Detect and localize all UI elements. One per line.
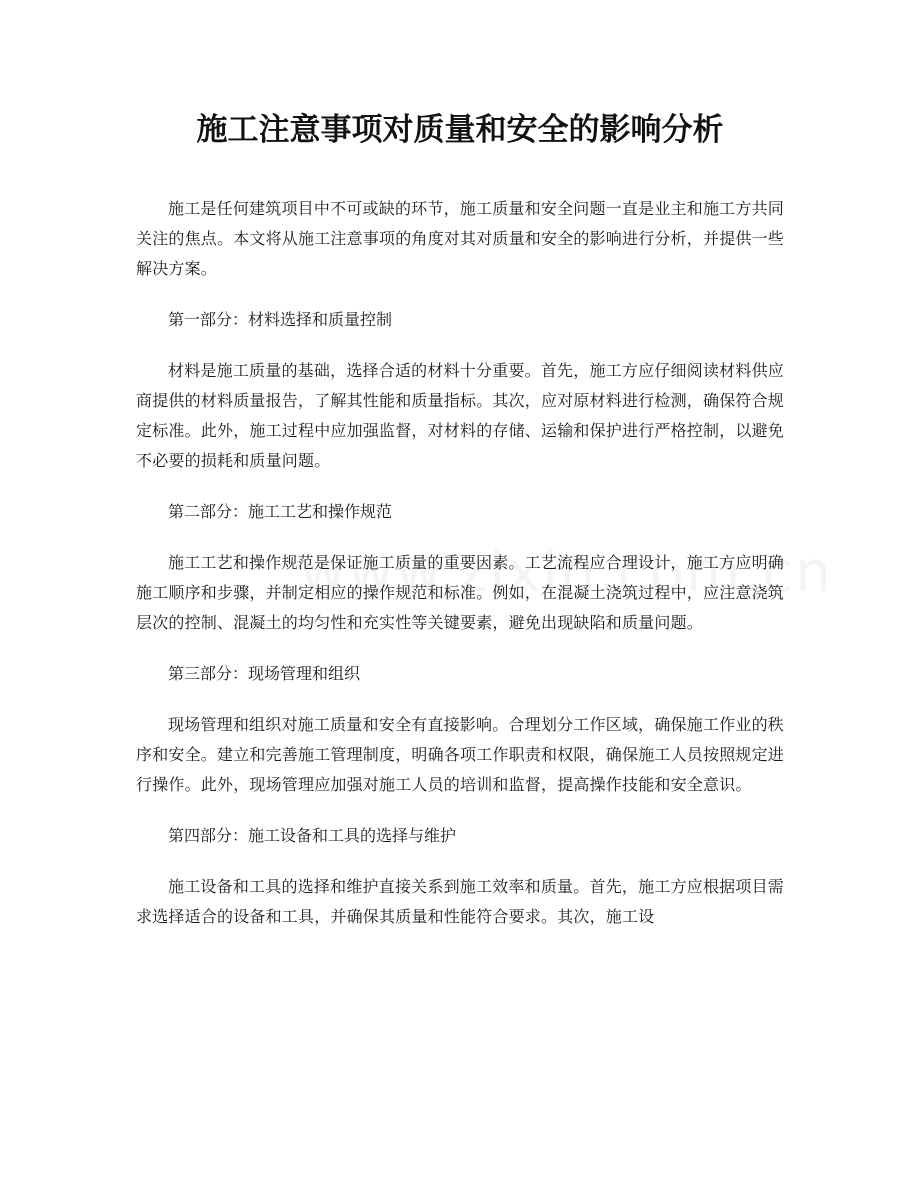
section-body-4: 施工设备和工具的选择和维护直接关系到施工效率和质量。首先，施工方应根据项目需求选择适合的设备和工具，并确保其质量和性能符合要求。其次，施工设 xyxy=(136,877,784,926)
section-heading-3: 第三部分：现场管理和组织 xyxy=(168,664,361,683)
section-heading-2: 第二部分：施工工艺和操作规范 xyxy=(168,502,393,521)
intro-paragraph: 施工是任何建筑项目中不可或缺的环节，施工质量和安全问题一直是业主和施工方共同关注的焦点。本文将从施工注意事项的角度对其对质量和安全的影响进行分析，并提供一些解决方案。 xyxy=(136,199,785,278)
section-body-1: 材料是施工质量的基础，选择合适的材料十分重要。首先，施工方应仔细阅读材料供应商提供的材料质量报告，了解其性能和质量指标。其次，应对原材料进行检测，确保符合规定标准。此外，施工过程中应加强监督，对材料的存储、运输和保护进行严格控制，以避免不必要的损耗和质量问题。 xyxy=(136,361,785,470)
document-title: 施工注意事项对质量和安全的影响分析 xyxy=(196,112,724,148)
section-heading-1: 第一部分：材料选择和质量控制 xyxy=(168,310,393,329)
section-body-2: 施工工艺和操作规范是保证施工质量的重要因素。工艺流程应合理设计，施工方应明确施工顺序和步骤，并制定相应的操作规范和标准。例如，在混凝土浇筑过程中，应注意浇筑层次的控制、混凝土的均匀性和充实性等关键要素，避免出现缺陷和质量问题。 xyxy=(136,553,785,632)
section-body-3: 现场管理和组织对施工质量和安全有直接影响。合理划分工作区域，确保施工作业的秩序和安全。建立和完善施工管理制度，明确各项工作职责和权限，确保施工人员按照规定进行操作。此外，现场管理应加强对施工人员的培训和监督，提高操作技能和安全意识。 xyxy=(136,715,785,794)
section-heading-4: 第四部分：施工设备和工具的选择与维护 xyxy=(168,826,457,845)
